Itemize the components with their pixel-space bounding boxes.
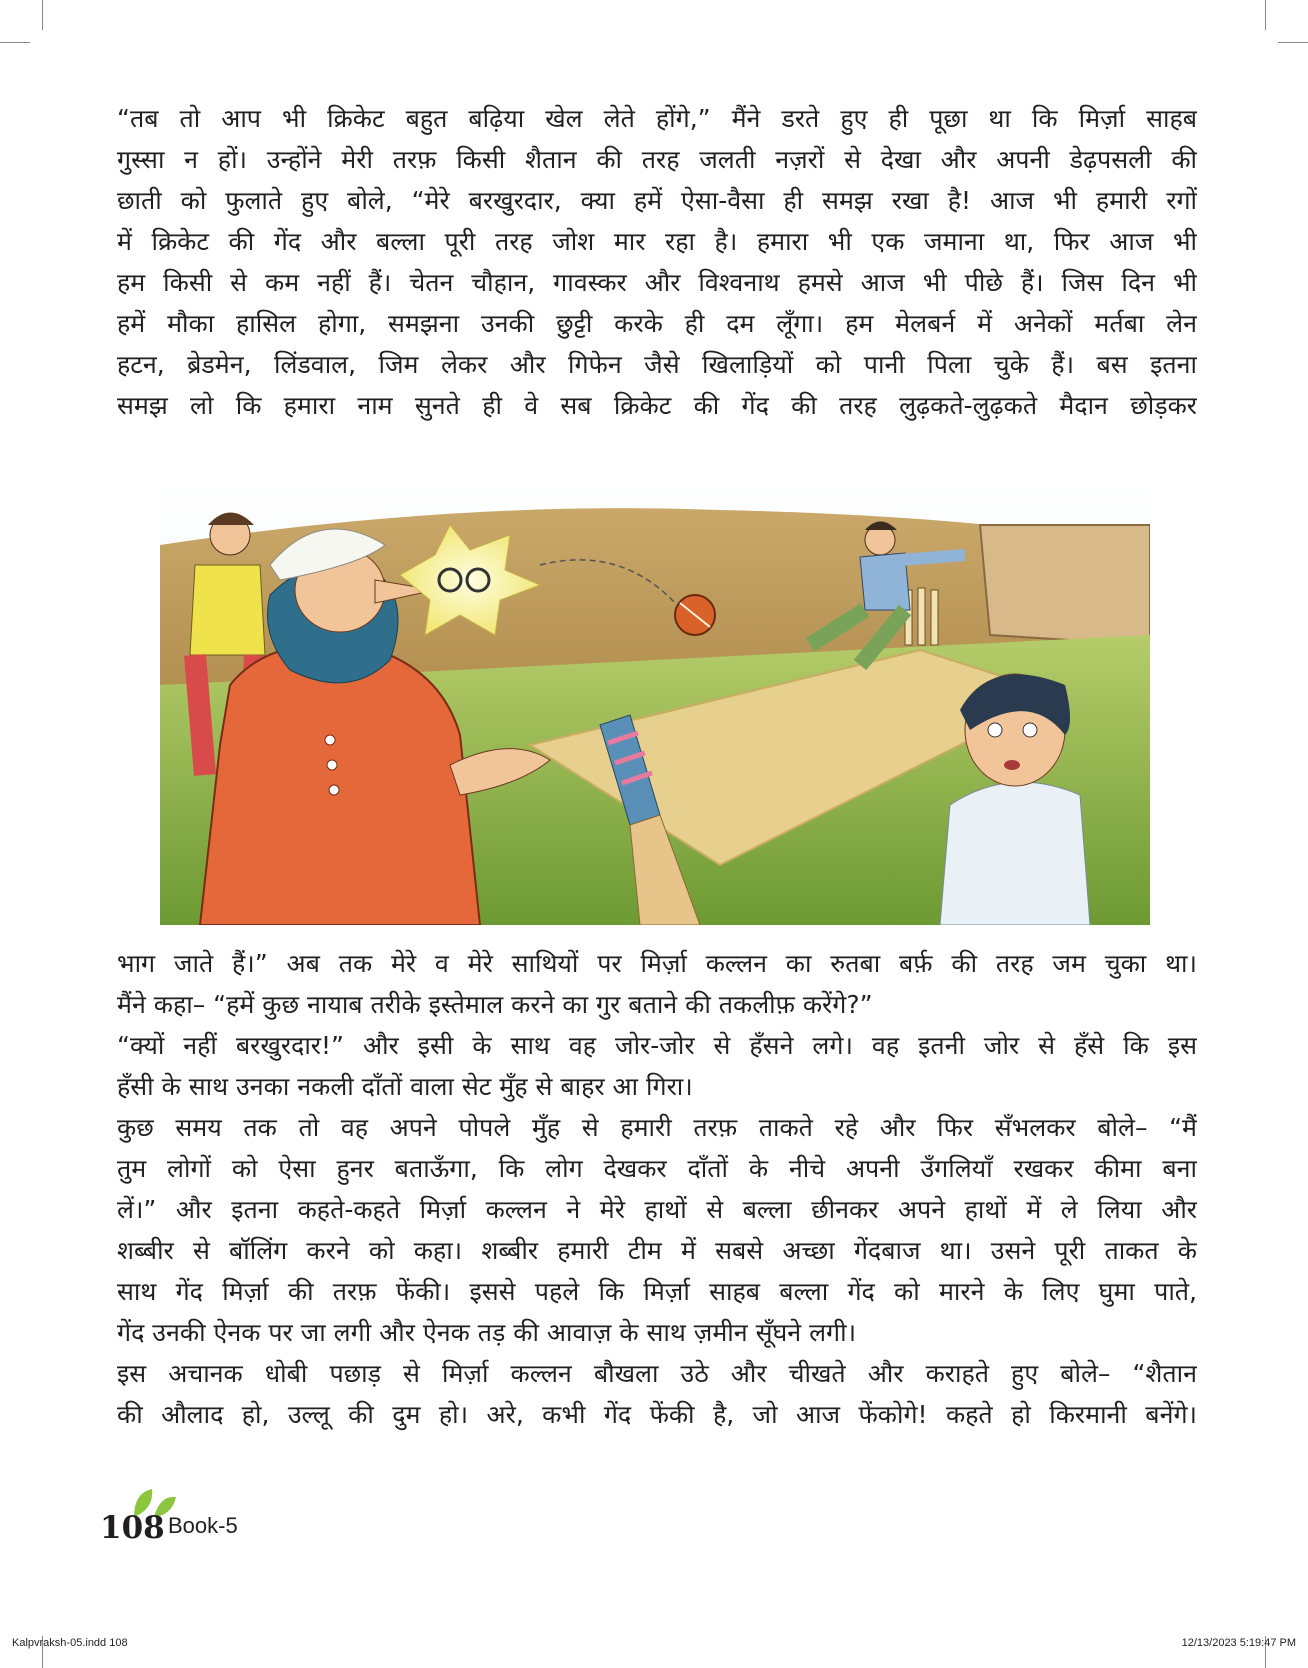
text-line: कुछ समय तक तो वह अपने पोपले मुँह से हमारी तरफ़ ताकते रहे और फिर सँभलकर बोले– “मैं (117, 1113, 1197, 1142)
crop-mark-top-left-v (42, 0, 43, 30)
text-line: समझ लो कि हमारा नाम सुनते ही वे सब क्रिकेट की गेंद की तरह लुढ़कते-लुढ़कते मैदान छोड़कर (117, 391, 1197, 420)
text-line: लें।” और इतना कहते-कहते मिर्ज़ा कल्लन ने मेरे हाथों से बल्ला छीनकर अपने हाथों में ले लिया और (117, 1195, 1197, 1224)
text-line: हमें मौका हासिल होगा, समझना उनकी छुट्टी करके ही दम लूँगा। हम मेलबर्न में अनेकों मर्तबा लेन (117, 309, 1197, 338)
story-paragraph-top (117, 98, 1197, 426)
text-line: छाती को फुलाते हुए बोले, “मेरे बरखुरदार, क्या हमें ऐसा-वैसा ही समझ रखा है! आज भी हमारी रगों (117, 186, 1197, 215)
crop-mark-top-right-h (1278, 42, 1308, 43)
text-line: “क्यों नहीं बरखुरदार!” और इसी के साथ वह जोर-जोर से हँसने लगे। वह इतनी जोर से हँसे कि इस (117, 1031, 1197, 1060)
text-line: “तब तो आप भी क्रिकेट बहुत बढ़िया खेल लेते होंगे,” मैंने डरते हुए ही पूछा था कि मिर्ज़ा साहब (117, 104, 1197, 133)
slug-timestamp: 12/13/2023 5:19:47 PM (1181, 1637, 1296, 1649)
text-line: में क्रिकेट की गेंद और बल्ला पूरी तरह जोश मार रहा है। हमारा भी एक जमाना था, फिर आज भी (117, 227, 1197, 256)
cricket-illustration (160, 485, 1150, 925)
text-line: हँसी के साथ उनका नकली दाँतों वाला सेट मुँह से बाहर आ गिरा। (117, 1072, 693, 1101)
slug-filename: Kalpvraksh-05.indd 108 (12, 1637, 128, 1649)
text-line: गेंद उनकी ऐनक पर जा लगी और ऐनक तड़ की आवाज़ के साथ ज़मीन सूँघने लगी। (117, 1318, 857, 1347)
text-line: गुस्सा न हों। उन्होंने मेरी तरफ़ किसी शैतान की तरह जलती नज़रों से देखा और अपनी डेढ़पसली की (117, 145, 1197, 174)
text-line: मैंने कहा– “हमें कुछ नायाब तरीके इस्तेमाल करने का गुर बताने की तकलीफ़ करेंगे?” (117, 990, 873, 1019)
boy-right (940, 674, 1090, 925)
crop-mark-top-left-h (0, 42, 30, 43)
book-label: Book-5 (168, 1513, 238, 1538)
text-line: तुम लोगों को ऐसा हुनर बताऊँगा, कि लोग देखकर दाँतों के नीचे अपनी उँगलियाँ रखकर कीमा बना (117, 1154, 1197, 1183)
right-wall (980, 525, 1150, 645)
text-line: की औलाद हो, उल्लू की दुम हो। अरे, कभी गेंद फेंकी है, जो आज फेंकोगे! कहते हो किरमानी बनेंगे। (117, 1400, 1197, 1429)
text-line: साथ गेंद मिर्ज़ा की तरफ़ फेंकी। इससे पहले कि मिर्ज़ा साहब बल्ला गेंद को मारने के लिए घुमा पाते, (117, 1277, 1197, 1306)
text-line: शब्बीर से बॉलिंग करने को कहा। शब्बीर हमारी टीम में सबसे अच्छा गेंदबाज था। उसने पूरी ताकत के (117, 1236, 1197, 1265)
text-line: हम किसी से कम नहीं हैं। चेतन चौहान, गावस्कर और विश्वनाथ हमसे आज भी पीछे हैं। जिस दिन भी (117, 268, 1197, 297)
story-paragraph-bottom (117, 943, 1197, 1435)
text-line: इस अचानक धोबी पछाड़ से मिर्ज़ा कल्लन बौखला उठे और चीखते और कराहते हुए बोले– “शैतान (117, 1359, 1197, 1388)
text-line: हटन, ब्रेडमेन, लिंडवाल, जिम लेकर और गिफेन जैसे खिलाड़ियों को पानी पिला चुके हैं। बस इतना (117, 350, 1197, 379)
text-line: भाग जाते हैं।” अब तक मेरे व मेरे साथियों पर मिर्ज़ा कल्लन का रुतबा बर्फ़ की तरह जम चुका था। (117, 949, 1197, 978)
crop-mark-top-right-v (1265, 0, 1266, 30)
page-number: 108 (100, 1510, 165, 1546)
